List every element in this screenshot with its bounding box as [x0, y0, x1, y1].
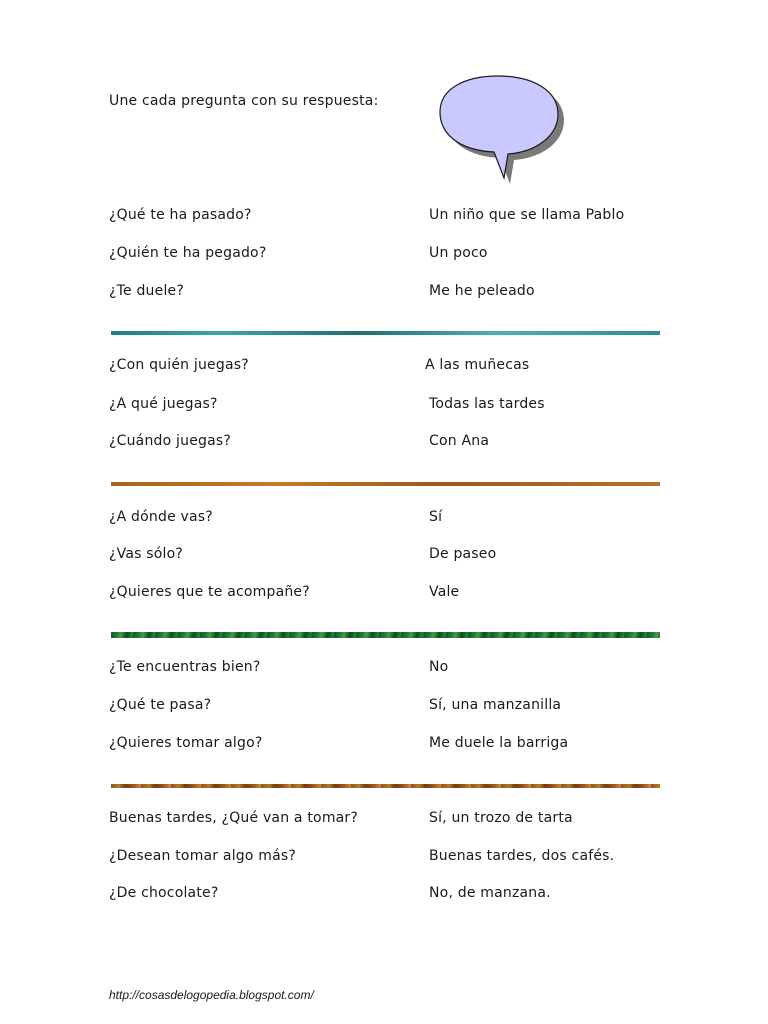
answer-2-3: Con Ana	[429, 433, 490, 449]
divider-1	[111, 331, 660, 335]
question-2-2: ¿A qué juegas?	[109, 396, 218, 412]
answer-3-1: Sí	[429, 509, 443, 525]
question-2-3: ¿Cuándo juegas?	[109, 433, 231, 449]
speech-bubble-icon	[428, 68, 568, 184]
answer-5-2: Buenas tardes, dos cafés.	[429, 848, 615, 864]
question-5-1: Buenas tardes, ¿Qué van a tomar?	[109, 810, 359, 826]
divider-2	[111, 482, 660, 486]
footer-url[interactable]: http://cosasdelogopedia.blogspot.com/	[109, 988, 314, 1002]
answer-2-1: A las muñecas	[425, 357, 530, 373]
question-5-2: ¿Desean tomar algo más?	[109, 848, 297, 864]
answer-5-1: Sí, un trozo de tarta	[429, 810, 573, 826]
question-3-3: ¿Quieres que te acompañe?	[109, 584, 310, 600]
answer-2-2: Todas las tardes	[429, 396, 545, 412]
question-4-3: ¿Quieres tomar algo?	[109, 735, 263, 751]
answer-1-2: Un poco	[429, 245, 488, 261]
question-3-1: ¿A dónde vas?	[109, 509, 213, 525]
question-4-1: ¿Te encuentras bien?	[109, 659, 261, 675]
question-5-3: ¿De chocolate?	[109, 885, 219, 901]
answer-4-1: No	[429, 659, 449, 675]
question-2-1: ¿Con quién juegas?	[109, 357, 249, 373]
question-1-1: ¿Qué te ha pasado?	[109, 207, 252, 223]
answer-3-2: De paseo	[429, 546, 497, 562]
instruction-text: Une cada pregunta con su respuesta:	[109, 93, 379, 109]
answer-1-1: Un niño que se llama Pablo	[429, 207, 625, 223]
answer-4-2: Sí, una manzanilla	[429, 697, 562, 713]
answer-4-3: Me duele la barriga	[429, 735, 569, 751]
question-4-2: ¿Qué te pasa?	[109, 697, 212, 713]
question-1-3: ¿Te duele?	[109, 283, 184, 299]
divider-3	[111, 632, 660, 638]
answer-5-3: No, de manzana.	[429, 885, 551, 901]
answer-1-3: Me he peleado	[429, 283, 535, 299]
question-1-2: ¿Quién te ha pegado?	[109, 245, 267, 261]
question-3-2: ¿Vas sólo?	[109, 546, 183, 562]
divider-4	[111, 784, 660, 788]
answer-3-3: Vale	[429, 584, 460, 600]
